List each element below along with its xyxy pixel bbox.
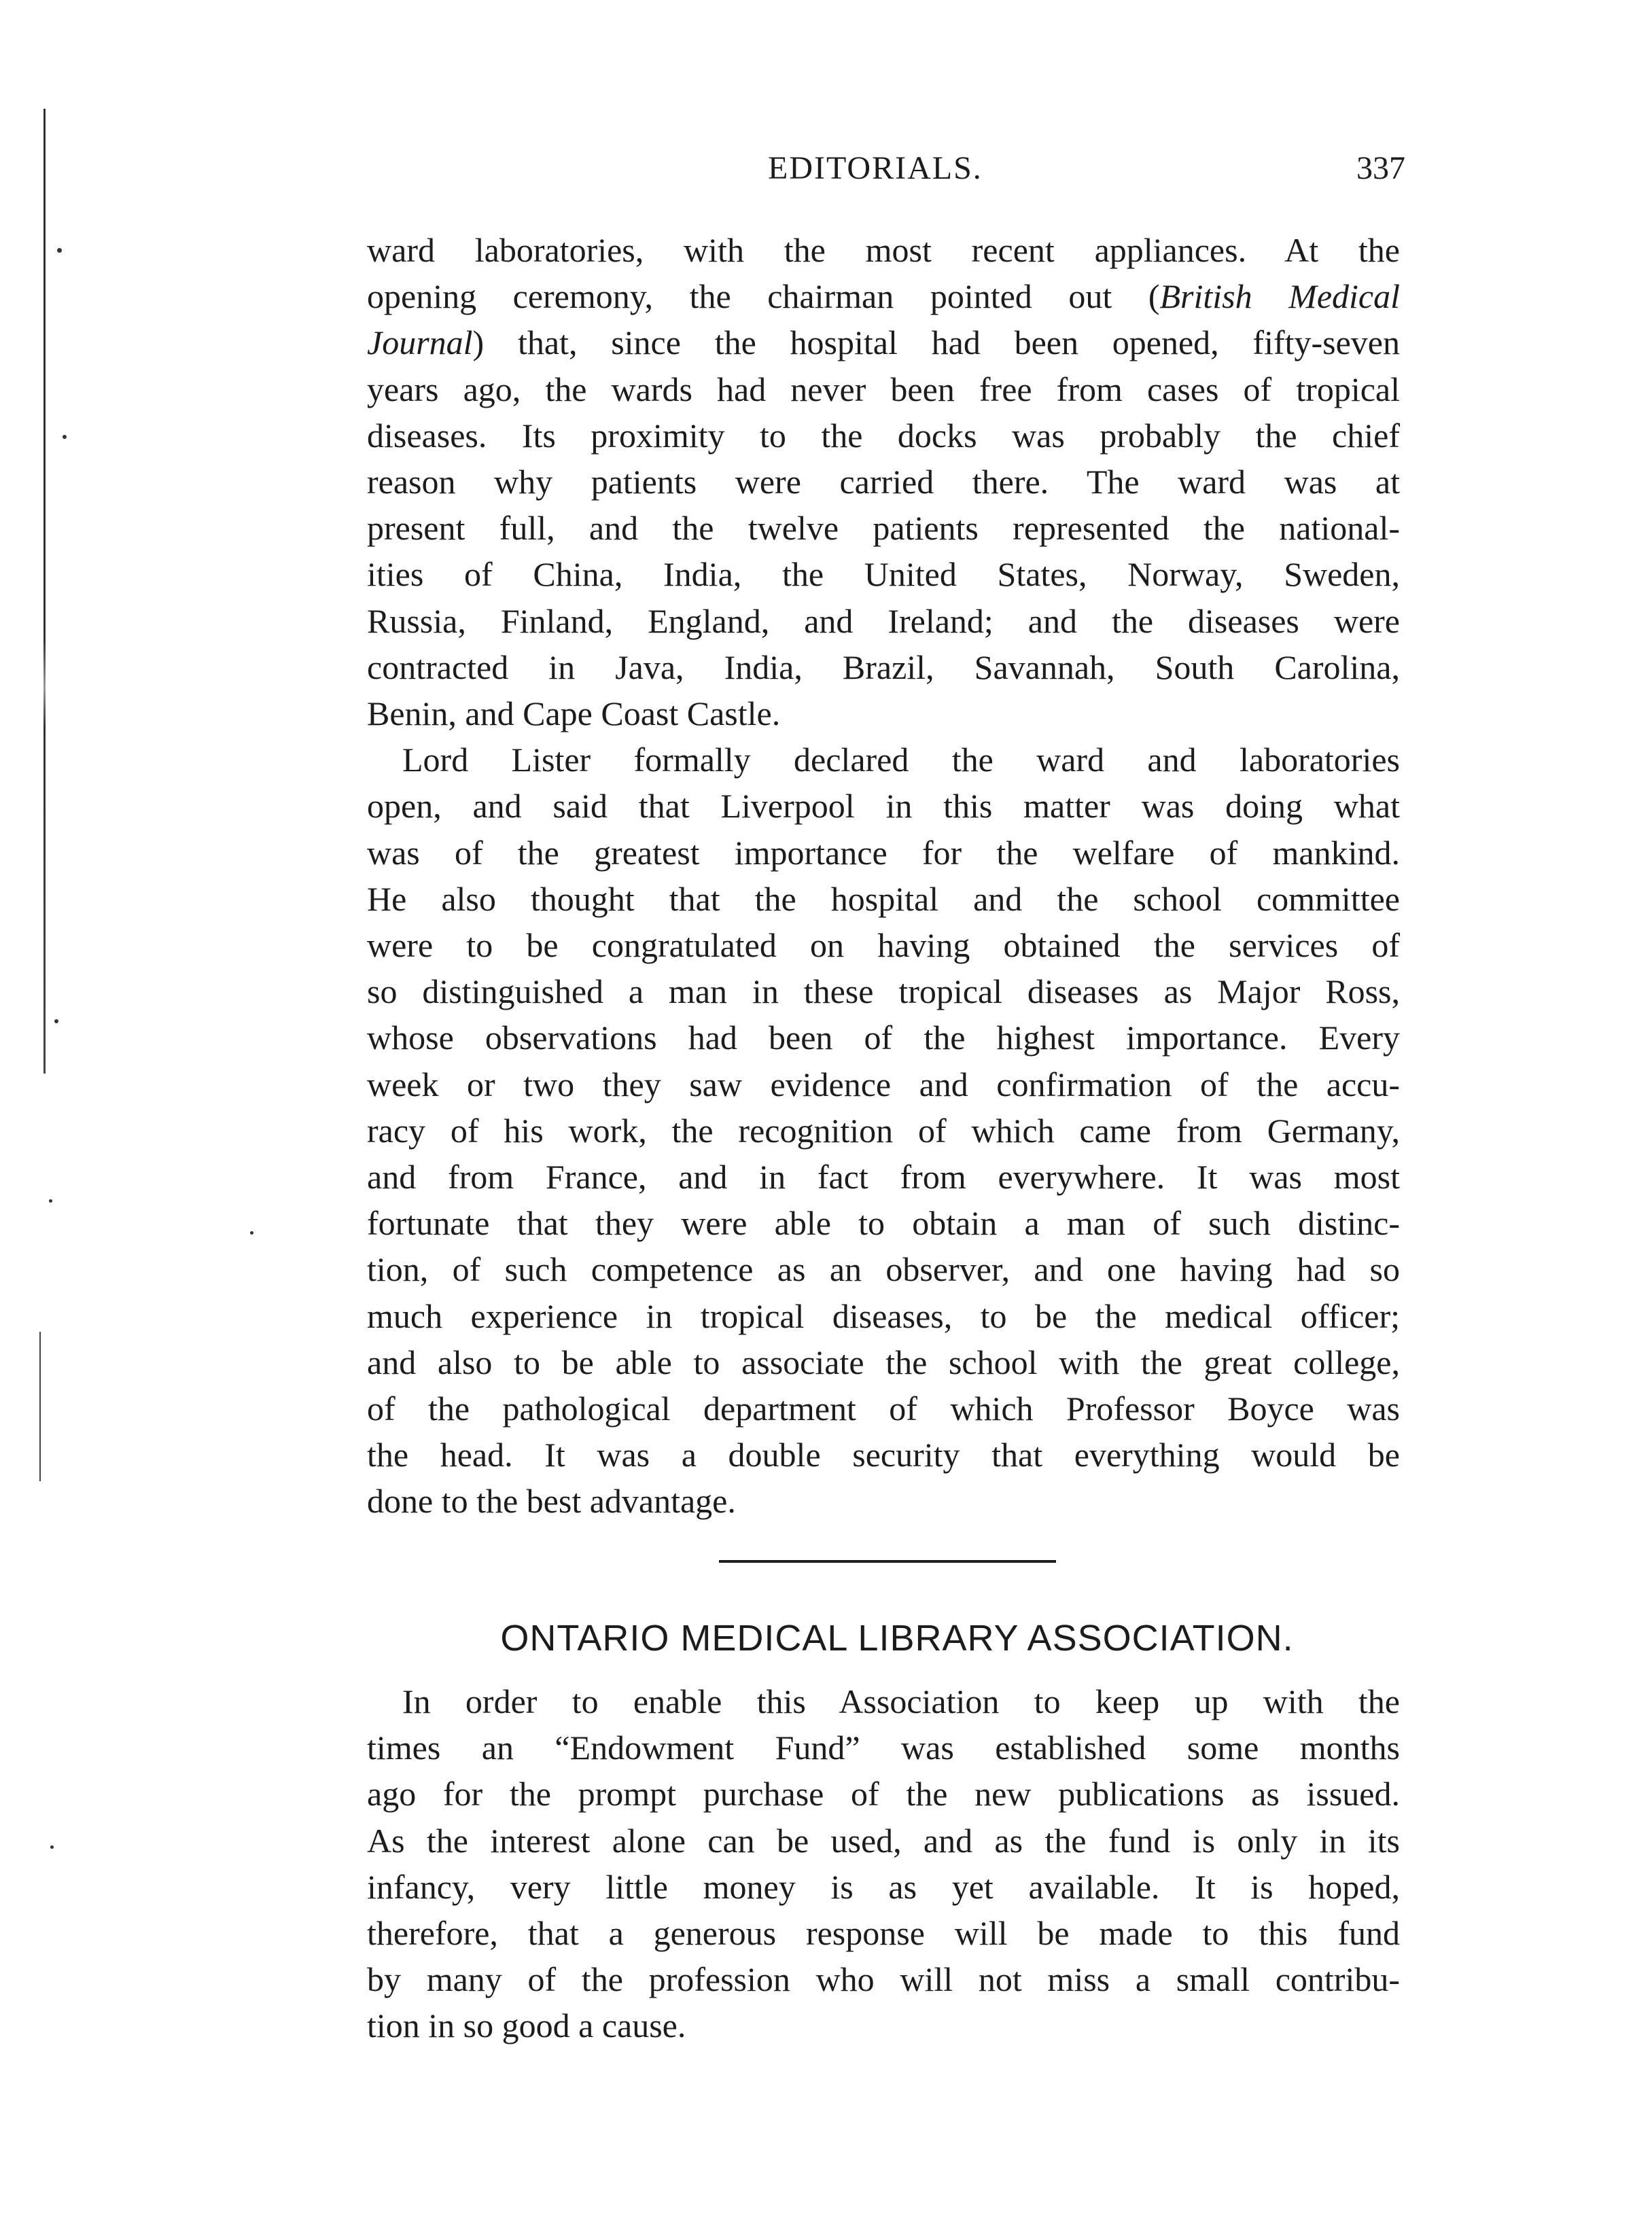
text-line: infancy, very little money is as yet available. It is hoped, xyxy=(367,1867,1400,1906)
text-line: done to the best advantage. xyxy=(367,1482,736,1521)
text-line: present full, and the twelve patients represented the national- xyxy=(367,509,1400,548)
running-head: EDITORIALS. xyxy=(768,150,983,186)
margin-speck xyxy=(250,1231,253,1235)
margin-speck xyxy=(49,1199,52,1203)
margin-speck xyxy=(54,1019,58,1023)
margin-speck xyxy=(63,435,67,439)
text-line: whose observations had been of the highest importance. Every xyxy=(367,1019,1400,1057)
text-line: were to be congratulated on having obtained the services of xyxy=(367,926,1400,965)
text-line xyxy=(367,319,1400,366)
text-line: ward laboratories, with the most recent appliances. At the xyxy=(367,231,1400,269)
article-paragraph-2 xyxy=(367,737,1400,1524)
margin-speck xyxy=(57,248,62,253)
text-line: Lord Lister formally declared the ward and laboratories xyxy=(402,741,1400,779)
italic-journal-name-cont: Journal xyxy=(367,323,473,362)
text-segment: opening ceremony, the chairman pointed out ( xyxy=(367,277,1160,316)
text-line: Russia, Finland, England, and Ireland; and the diseases were xyxy=(367,601,1400,640)
text-line: by many of the profession who will not miss a small contribu- xyxy=(367,1960,1400,1999)
article-paragraph-1 xyxy=(367,227,1400,737)
text-line: ago for the prompt purchase of the new publications as issued. xyxy=(367,1775,1400,1813)
binding-margin-mark xyxy=(43,109,46,1074)
text-line: fortunate that they were able to obtain a man of such distinc- xyxy=(367,1204,1400,1243)
text-line: open, and said that Liverpool in this matter was doing what xyxy=(367,787,1400,826)
text-line xyxy=(367,273,1400,319)
text-line: and also to be able to associate the school with the great college, xyxy=(367,1343,1400,1381)
text-line: therefore, that a generous response will be made to this fund xyxy=(367,1914,1400,1953)
text-line: week or two they saw evidence and confirmation of the accu- xyxy=(367,1065,1400,1103)
text-line: As the interest alone can be used, and as the fund is only in its xyxy=(367,1821,1400,1860)
text-line: years ago, the wards had never been free from cases of tropical xyxy=(367,370,1400,408)
text-line: tion in so good a cause. xyxy=(367,2006,686,2045)
text-segment: ) that, since the hospital had been opened, fifty-seven xyxy=(472,323,1400,362)
text-line: was of the greatest importance for the welfare of mankind. xyxy=(367,833,1400,872)
article-body xyxy=(367,227,1400,1525)
text-line: diseases. Its proximity to the docks was probably the chief xyxy=(367,416,1400,455)
page-number: 337 xyxy=(1356,150,1405,186)
section-body xyxy=(367,1678,1400,2049)
text-line: and from France, and in fact from everywhere. It was most xyxy=(367,1158,1400,1197)
text-line: the head. It was a double security that everything would be xyxy=(367,1436,1400,1474)
italic-journal-name: British Medical xyxy=(1159,277,1401,316)
text-line: tion, of such competence as an observer, and one having had so xyxy=(367,1250,1400,1289)
text-line: so distinguished a man in these tropical diseases as Major Ross, xyxy=(367,972,1400,1011)
text-line: much experience in tropical diseases, to be the medical officer; xyxy=(367,1296,1400,1335)
text-line: Benin, and Cape Coast Castle. xyxy=(367,694,781,733)
binding-margin-mark xyxy=(39,1332,41,1481)
text-line: In order to enable this Association to keep up with the xyxy=(402,1682,1400,1720)
text-line: contracted in Java, India, Brazil, Savannah, South Carolina, xyxy=(367,648,1400,686)
text-line: times an “Endowment Fund” was established some months xyxy=(367,1729,1400,1767)
text-line: racy of his work, the recognition of which came from Germany, xyxy=(367,1111,1400,1150)
section-paragraph xyxy=(367,1678,1400,2049)
margin-speck xyxy=(50,1845,54,1849)
text-line: He also thought that the hospital and the school committee xyxy=(367,879,1400,918)
text-line: reason why patients were carried there. The ward was at xyxy=(367,463,1400,501)
section-divider xyxy=(719,1560,1056,1563)
section-heading: ONTARIO MEDICAL LIBRARY ASSOCIATION. xyxy=(500,1618,1294,1659)
text-line: ities of China, India, the United States, Norway, Sweden, xyxy=(367,555,1400,594)
text-line: of the pathological department of which Professor Boyce was xyxy=(367,1390,1400,1428)
